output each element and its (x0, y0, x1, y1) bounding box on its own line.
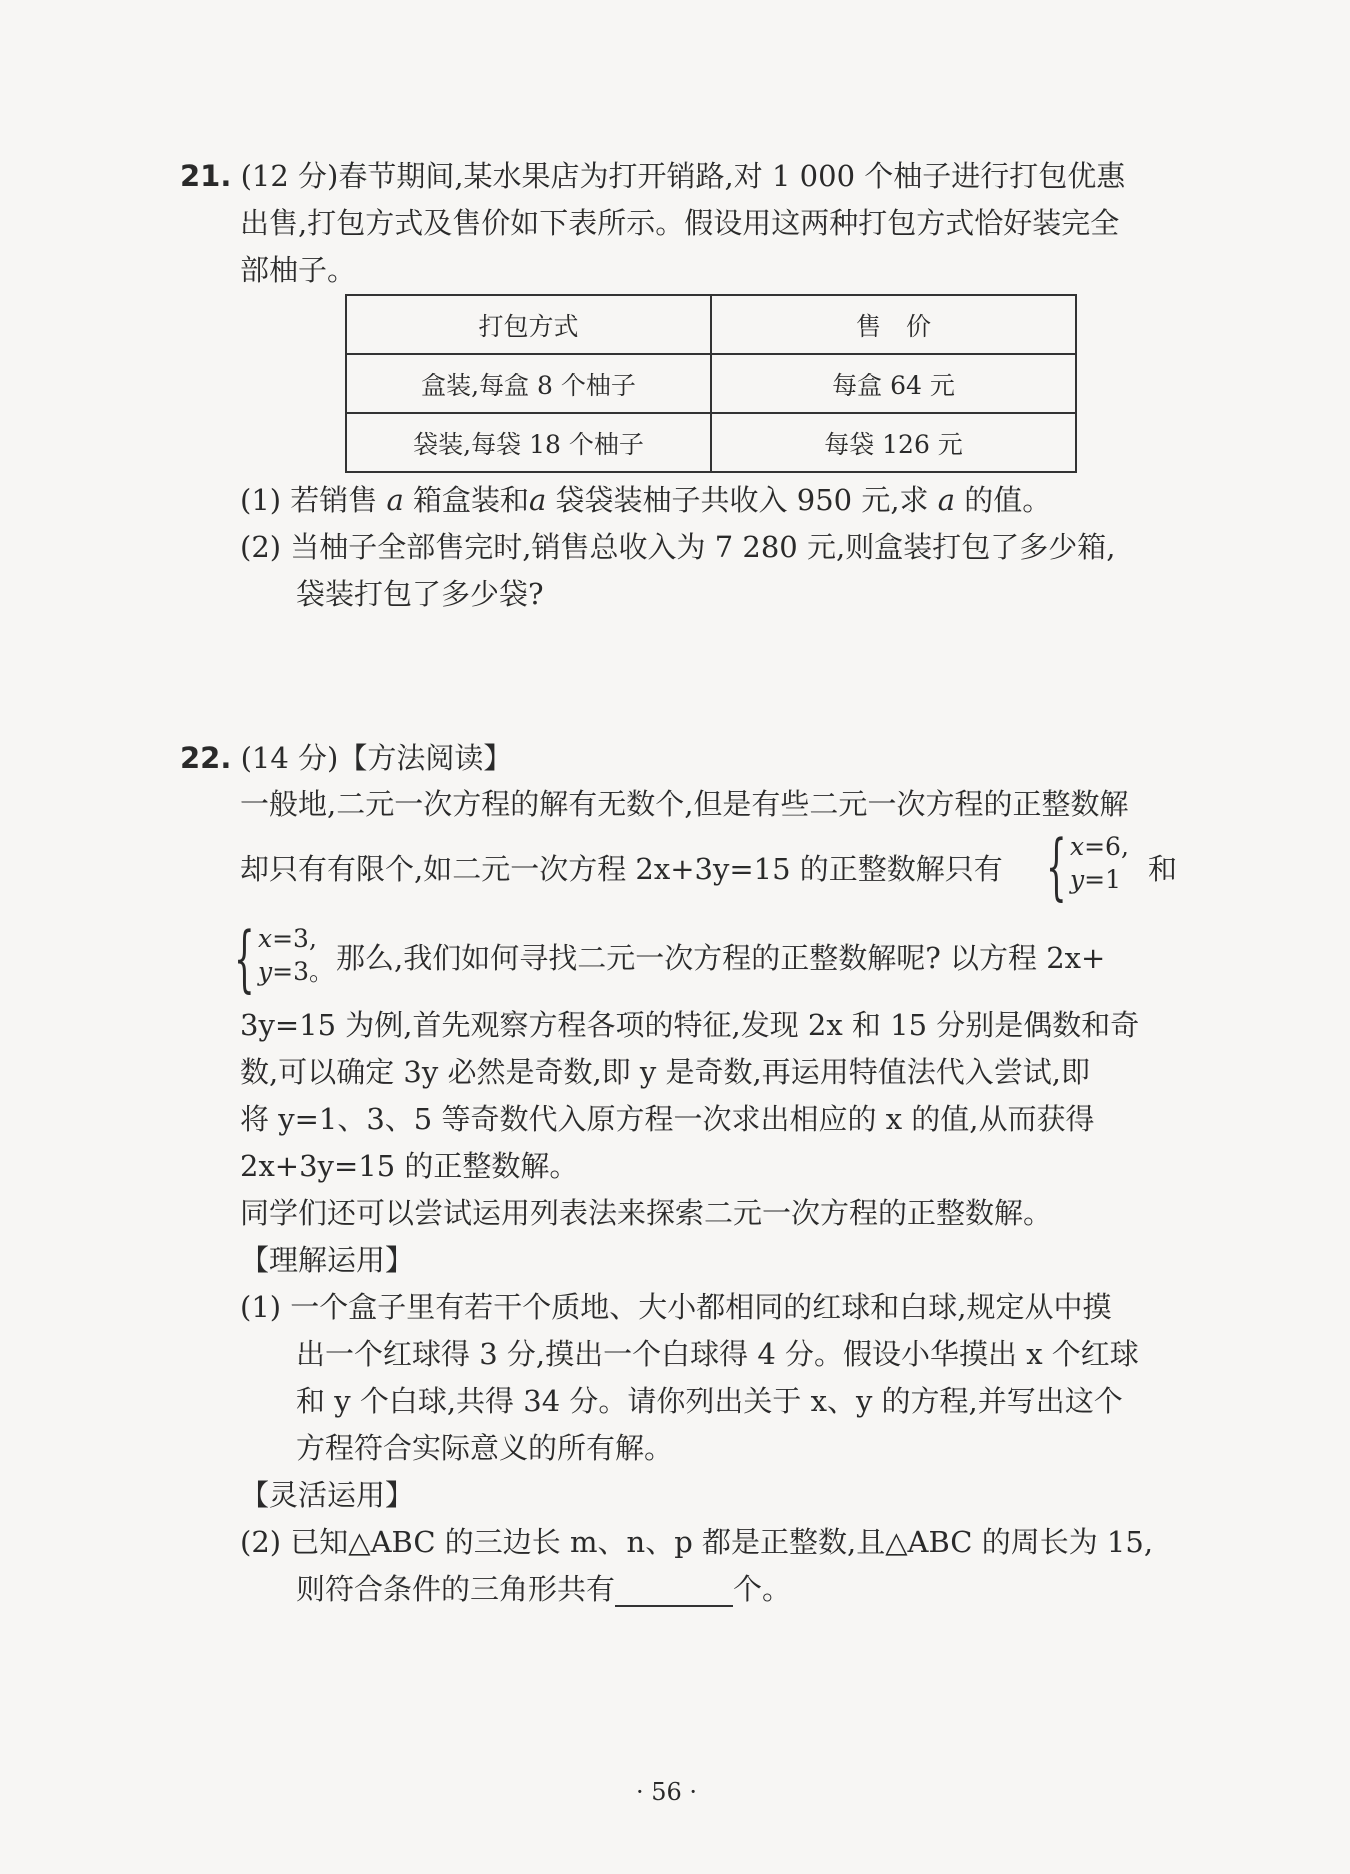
page-number: · 56 · (636, 1778, 698, 1806)
q22-sub-1-line-2: 出一个红球得 3 分,摸出一个白球得 4 分。假设小华摸出 x 个红球 (296, 1337, 1139, 1371)
solution-system-2: x=3, y=3。 (258, 924, 334, 986)
brace-icon: { (234, 916, 255, 1000)
q22-sub-1-line-3: 和 y 个白球,共得 34 分。请你列出关于 x、y 的方程,并写出这个 (296, 1384, 1123, 1418)
q22-para-7: 2x+3y=15 的正整数解。 (240, 1149, 579, 1183)
q22-para-2: 却只有有限个,如二元一次方程 2x+3y=15 的正整数解只有 (240, 852, 1003, 886)
table-row (346, 354, 1076, 413)
q22-para-8: 同学们还可以尝试运用列表法来探索二元一次方程的正整数解。 (240, 1196, 1053, 1230)
brace-icon: { (1046, 824, 1067, 908)
packing-table (345, 294, 1077, 473)
solution-system-1: x=6, y=1 (1070, 832, 1129, 894)
q21-sub-2-line-1: (2) 当柚子全部售完时,销售总收入为 7 280 元,则盒装打包了多少箱, (240, 530, 1116, 564)
table-cell: 每袋 126 元 (711, 413, 1076, 472)
q22-para-3: 那么,我们如何寻找二元一次方程的正整数解呢? 以方程 2x+ (336, 941, 1106, 975)
q22-number: 22. (180, 741, 232, 775)
q21-text-1: (12 分)春节期间,某水果店为打开销路,对 1 000 个柚子进行打包优惠 (240, 159, 1126, 193)
table-row (346, 295, 1076, 354)
q21-line-3: 部柚子。 (240, 253, 357, 287)
q22-para-5: 数,可以确定 3y 必然是奇数,即 y 是奇数,再运用特值法代入尝试,即 (240, 1055, 1090, 1089)
q22-sub-1-line-1: (1) 一个盒子里有若干个质地、大小都相同的红球和白球,规定从中摸 (240, 1290, 1112, 1324)
q21-number: 21. (180, 159, 232, 193)
table-row (346, 413, 1076, 472)
q22-para-4: 3y=15 为例,首先观察方程各项的特征,发现 2x 和 15 分别是偶数和奇 (240, 1008, 1140, 1042)
table-cell: 盒装,每盒 8 个柚子 (346, 354, 711, 413)
q22-line-1: 22. (14 分)【方法阅读】 (180, 741, 513, 775)
table-cell: 袋装,每袋 18 个柚子 (346, 413, 711, 472)
q22-sub-1-line-4: 方程符合实际意义的所有解。 (296, 1431, 674, 1465)
q22-sub-2-line-2: 则符合条件的三角形共有 个。 (296, 1572, 792, 1606)
q21-sub-1: (1) 若销售 a 箱盒装和a 袋袋装柚子共收入 950 元,求 a 的值。 (240, 483, 1052, 517)
q22-para-6: 将 y=1、3、5 等奇数代入原方程一次求出相应的 x 的值,从而获得 (240, 1102, 1095, 1136)
table-cell: 每盒 64 元 (711, 354, 1076, 413)
section-understand: 【理解运用】 (240, 1243, 415, 1277)
q22-sub-2-line-1: (2) 已知△ABC 的三边长 m、n、p 都是正整数,且△ABC 的周长为 15, (240, 1525, 1154, 1559)
q22-and: 和 (1148, 852, 1178, 886)
table-header-cell: 打包方式 (346, 295, 711, 354)
q21-sub-2-line-2: 袋装打包了多少袋? (296, 577, 544, 611)
q21-line-1 (180, 158, 1125, 194)
q22-para-1: 一般地,二元一次方程的解有无数个,但是有些二元一次方程的正整数解 (240, 787, 1129, 821)
table-header-cell: 售 价 (711, 295, 1076, 354)
q21-line-2: 出售,打包方式及售价如下表所示。假设用这两种打包方式恰好装完全 (240, 206, 1120, 240)
answer-blank[interactable] (615, 1575, 733, 1607)
section-flexible: 【灵活运用】 (240, 1478, 415, 1512)
